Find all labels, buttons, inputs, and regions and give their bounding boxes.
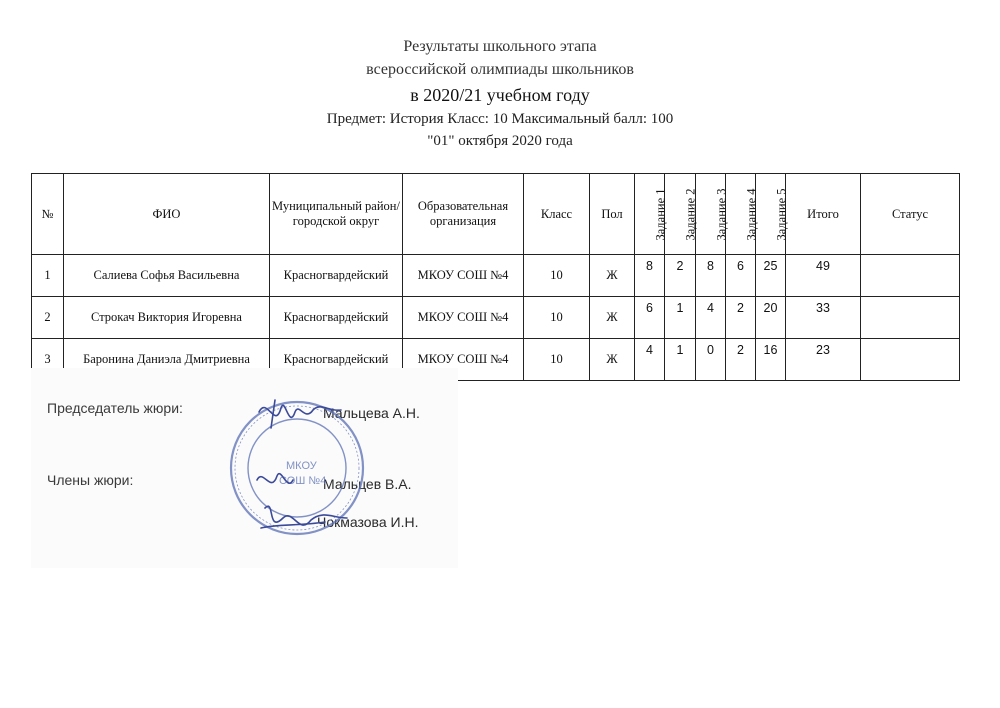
col-task-3	[696, 174, 729, 255]
col-sex: Пол	[590, 174, 635, 255]
cell-task-5: 20	[756, 297, 786, 339]
chair-label: Председатель жюри:	[47, 400, 183, 416]
cell-task-3: 0	[696, 339, 726, 381]
col-district: Муниципальный район/городской округ	[270, 174, 403, 255]
header-row	[32, 174, 960, 255]
cell-total: 33	[786, 297, 861, 339]
cell-fio: Салиева Софья Васильевна	[64, 255, 270, 297]
col-grade: Класс	[524, 174, 590, 255]
col-task-2-label: Задание 2	[683, 187, 698, 241]
cell-sex: Ж	[590, 255, 635, 297]
title-line-2: всероссийской олимпиады школьников	[366, 61, 634, 78]
cell-fio: Баронина Даниэла Дмитриевна	[64, 339, 270, 381]
col-task-3-label: Задание 3	[714, 187, 729, 241]
cell-task-2: 2	[665, 255, 696, 297]
col-task-4-label: Задание 4	[744, 187, 759, 241]
col-fio: ФИО	[64, 174, 270, 255]
cell-task-1: 6	[635, 297, 665, 339]
cell-fio: Строкач Виктория Игоревна	[64, 297, 270, 339]
cell-grade: 10	[524, 339, 590, 381]
cell-district: Красногвардейский	[270, 339, 403, 381]
col-task-5	[756, 174, 789, 255]
date-line: "01" октября 2020 года	[427, 133, 573, 149]
cell-task-4: 2	[726, 339, 756, 381]
cell-grade: 10	[524, 297, 590, 339]
member-name-2: Чокмазова И.Н.	[317, 514, 419, 530]
cell-status	[861, 255, 960, 297]
cell-org: МКОУ СОШ №4	[403, 339, 524, 381]
col-org: Образовательная организация	[403, 174, 524, 255]
results-table	[31, 173, 960, 381]
col-task-5-label: Задание 5	[774, 187, 789, 241]
table-row	[32, 255, 960, 297]
cell-task-4: 6	[726, 255, 756, 297]
stamp-text-2: СОШ №4	[279, 475, 327, 487]
cell-num: 3	[32, 339, 64, 381]
cell-task-3: 8	[696, 255, 726, 297]
cell-grade: 10	[524, 255, 590, 297]
cell-task-5: 16	[756, 339, 786, 381]
member-name-1: Мальцев В.А.	[323, 476, 412, 492]
signature-block	[31, 368, 458, 568]
cell-task-2: 1	[665, 339, 696, 381]
col-task-1-label: Задание 1	[653, 187, 668, 241]
title-line-1: Результаты школьного этапа	[403, 38, 597, 55]
cell-district: Красногвардейский	[270, 255, 403, 297]
col-task-2	[665, 174, 696, 255]
col-status: Статус	[861, 174, 960, 255]
stamp-and-signatures	[31, 368, 458, 568]
cell-org: МКОУ СОШ №4	[403, 255, 524, 297]
col-task-1	[635, 174, 668, 255]
stamp-text-1: МКОУ	[286, 460, 317, 472]
cell-total: 23	[786, 339, 861, 381]
cell-total: 49	[786, 255, 861, 297]
cell-task-3: 4	[696, 297, 726, 339]
cell-status	[861, 339, 960, 381]
cell-org: МКОУ СОШ №4	[403, 297, 524, 339]
col-num: №	[32, 174, 64, 255]
members-label: Члены жюри:	[47, 472, 134, 488]
title-line-3: в 2020/21 учебном году	[410, 85, 590, 105]
cell-sex: Ж	[590, 297, 635, 339]
cell-task-5: 25	[756, 255, 786, 297]
table-row	[32, 297, 960, 339]
cell-status	[861, 297, 960, 339]
cell-task-1: 4	[635, 339, 665, 381]
col-total: Итого	[786, 174, 861, 255]
cell-num: 2	[32, 297, 64, 339]
cell-num: 1	[32, 255, 64, 297]
cell-task-4: 2	[726, 297, 756, 339]
cell-sex: Ж	[590, 339, 635, 381]
chair-name: Мальцева А.Н.	[323, 405, 420, 421]
cell-district: Красногвардейский	[270, 297, 403, 339]
cell-task-2: 1	[665, 297, 696, 339]
cell-task-1: 8	[635, 255, 665, 297]
subject-line: Предмет: История Класс: 10 Максимальный балл: 100	[326, 111, 674, 127]
col-task-4	[726, 174, 759, 255]
official-stamp-icon	[231, 402, 363, 534]
